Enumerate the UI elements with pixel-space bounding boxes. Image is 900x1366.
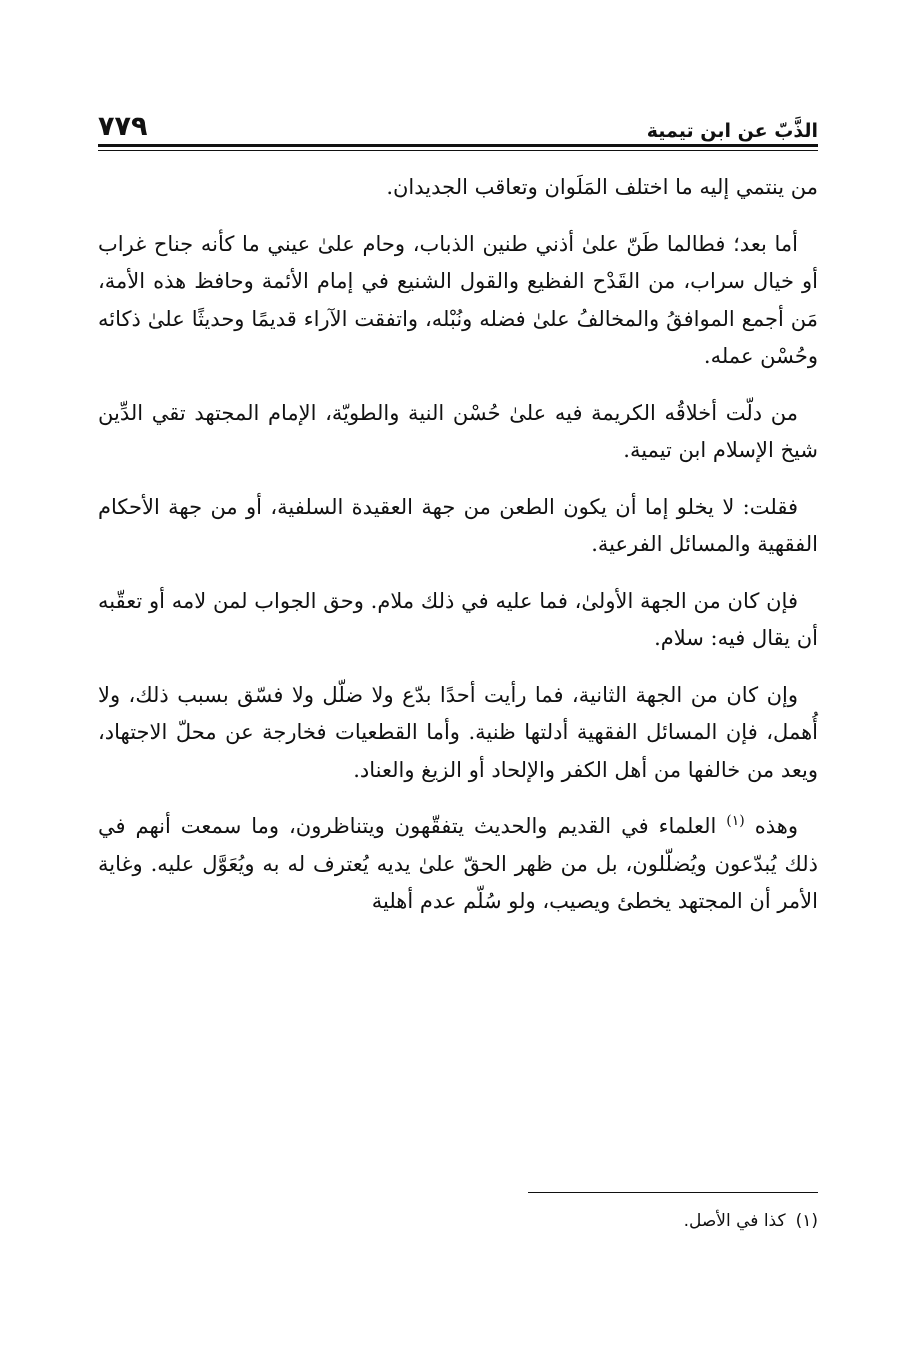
footnote-number: (١) (795, 1211, 818, 1231)
page-number: ٧٧٩ (98, 111, 148, 142)
footnote-separator (528, 1192, 818, 1193)
paragraph-7-start: وهذه (754, 814, 798, 838)
paragraph-2: أما بعد؛ فطالما طَنّ علىٰ أذني طنين الذباب، وحام علىٰ عيني ما كأنه جناح غراب أو خيال سراب، من القَدْح الفظيع والقول الشنيع في إمام الأئمة وحافظ هذه الأمة، مَن أجمع الموافقُ والمخالفُ علىٰ فضله ونُبْله، واتفقت الآراء قديمًا وحديثًا علىٰ ذكائه وحُسْن عمله. (98, 231, 818, 368)
paragraph-1: من ينتمي إليه ما اختلف المَلَوان وتعاقب الجديدان. (386, 175, 818, 199)
paragraph-5: فإن كان من الجهة الأولىٰ، فما عليه في ذلك ملام. وحق الجواب لمن لامه أو تعقّبه أن يقال فيه: سلام. (98, 588, 818, 650)
body-text (98, 169, 818, 921)
paragraph-6: وإن كان من الجهة الثانية، فما رأيت أحدًا بدّع ولا ضلّل ولا فسّق بسبب ذلك، ولا أُهمل، فإن المسائل الفقهية أدلتها ظنية. وأما القطعيات فخارجة عن محلّ الاجتهاد، ويعد من خالفها من أهل الكفر والإلحاد أو الزيغ والعناد. (98, 682, 818, 782)
running-head (98, 104, 818, 142)
paragraph-7-rest: العلماء في القديم والحديث يتفقّهون ويتناظرون، وما سمعت أنهم في ذلك يُبدّعون ويُضلّلون، بل من ظهر الحقّ علىٰ يديه يُعترف له به ويُعَوَّل عليه. وغاية الأمر أن المجتهد يخطئ ويصيب، ولو سُلّم عدم أهلية (98, 814, 818, 913)
paragraph-7 (98, 808, 818, 921)
header-rule-thick (98, 144, 818, 147)
footnote (98, 1206, 818, 1236)
paragraph-4: فقلت: لا يخلو إما أن يكون الطعن من جهة العقيدة السلفية، أو من جهة الأحكام الفقهية والمسائل الفرعية. (98, 494, 818, 556)
header-rule-thin (98, 150, 818, 151)
footnote-text: كذا في الأصل. (683, 1211, 786, 1231)
footnote-marker[interactable]: (١) (726, 813, 745, 829)
paragraph-3: من دلّت أخلاقُه الكريمة فيه علىٰ حُسْن النية والطويّة، الإمام المجتهد تقي الدِّين شيخ الإسلام ابن تيمية. (98, 400, 818, 462)
page (98, 104, 818, 940)
running-title: الذَّبّ عن ابن تيمية (646, 120, 818, 142)
